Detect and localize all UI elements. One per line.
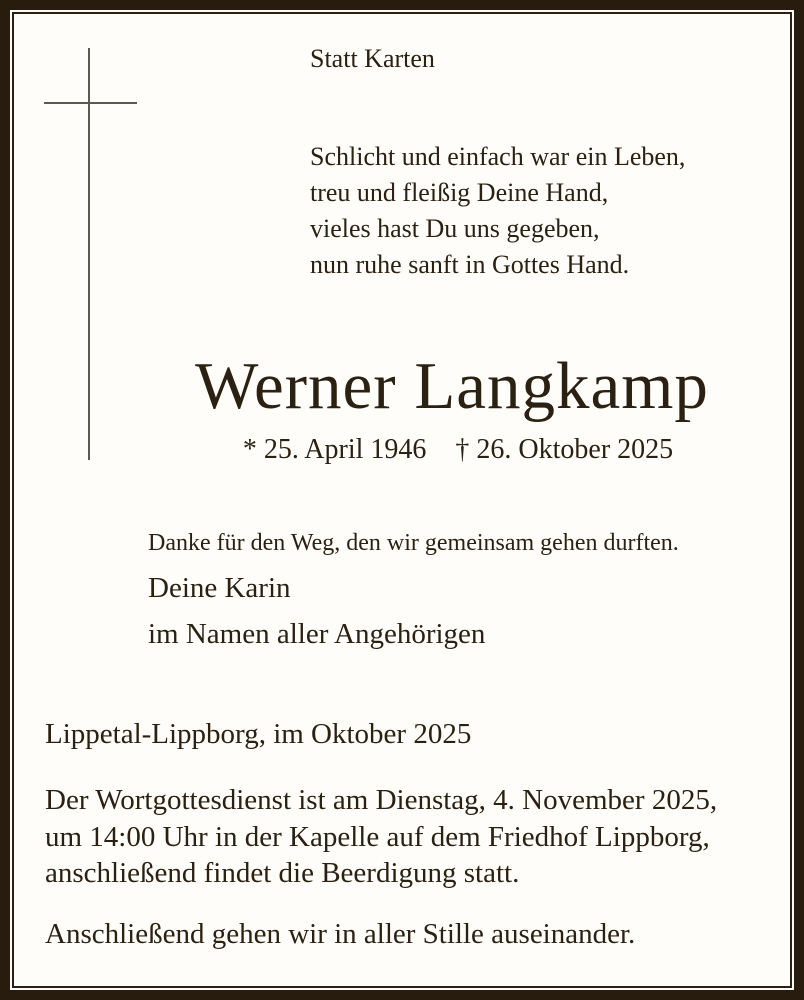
life-dates [112,434,804,466]
poem-line: vieles hast Du uns gegeben, [310,214,600,243]
service-line: um 14:00 Uhr in der Kapelle auf dem Friedhof Lippborg, [45,820,710,853]
birth-date: * 25. April 1946 [242,434,427,465]
poem-line: Schlicht und einfach war ein Leben, [310,142,686,171]
closing-line: Anschließend gehen wir in aller Stille auseinander. [45,918,636,950]
header-statt-karten: Statt Karten [310,44,435,73]
service-details [45,782,717,892]
memorial-poem [310,139,685,283]
cross-vertical-bar [88,48,90,460]
thanks-line: Danke für den Weg, den wir gemeinsam gehen durften. [148,530,679,556]
cross-horizontal-bar [44,102,137,104]
mourner-suffix: im Namen aller Angehörigen [148,618,486,650]
service-line: anschließend findet die Beerdigung statt. [45,857,520,889]
death-date: † 26. Oktober 2025 [455,434,674,465]
place-and-date: Lippetal-Lippborg, im Oktober 2025 [45,718,472,750]
poem-line: treu und fleißig Deine Hand, [310,178,609,207]
poem-line: nun ruhe sanft in Gottes Hand. [310,250,630,279]
deceased-name: Werner Langkamp [195,349,709,423]
service-line: Der Wortgottesdienst ist am Dienstag, 4. November 2025, [45,784,718,816]
mourner-name: Deine Karin [148,572,291,604]
